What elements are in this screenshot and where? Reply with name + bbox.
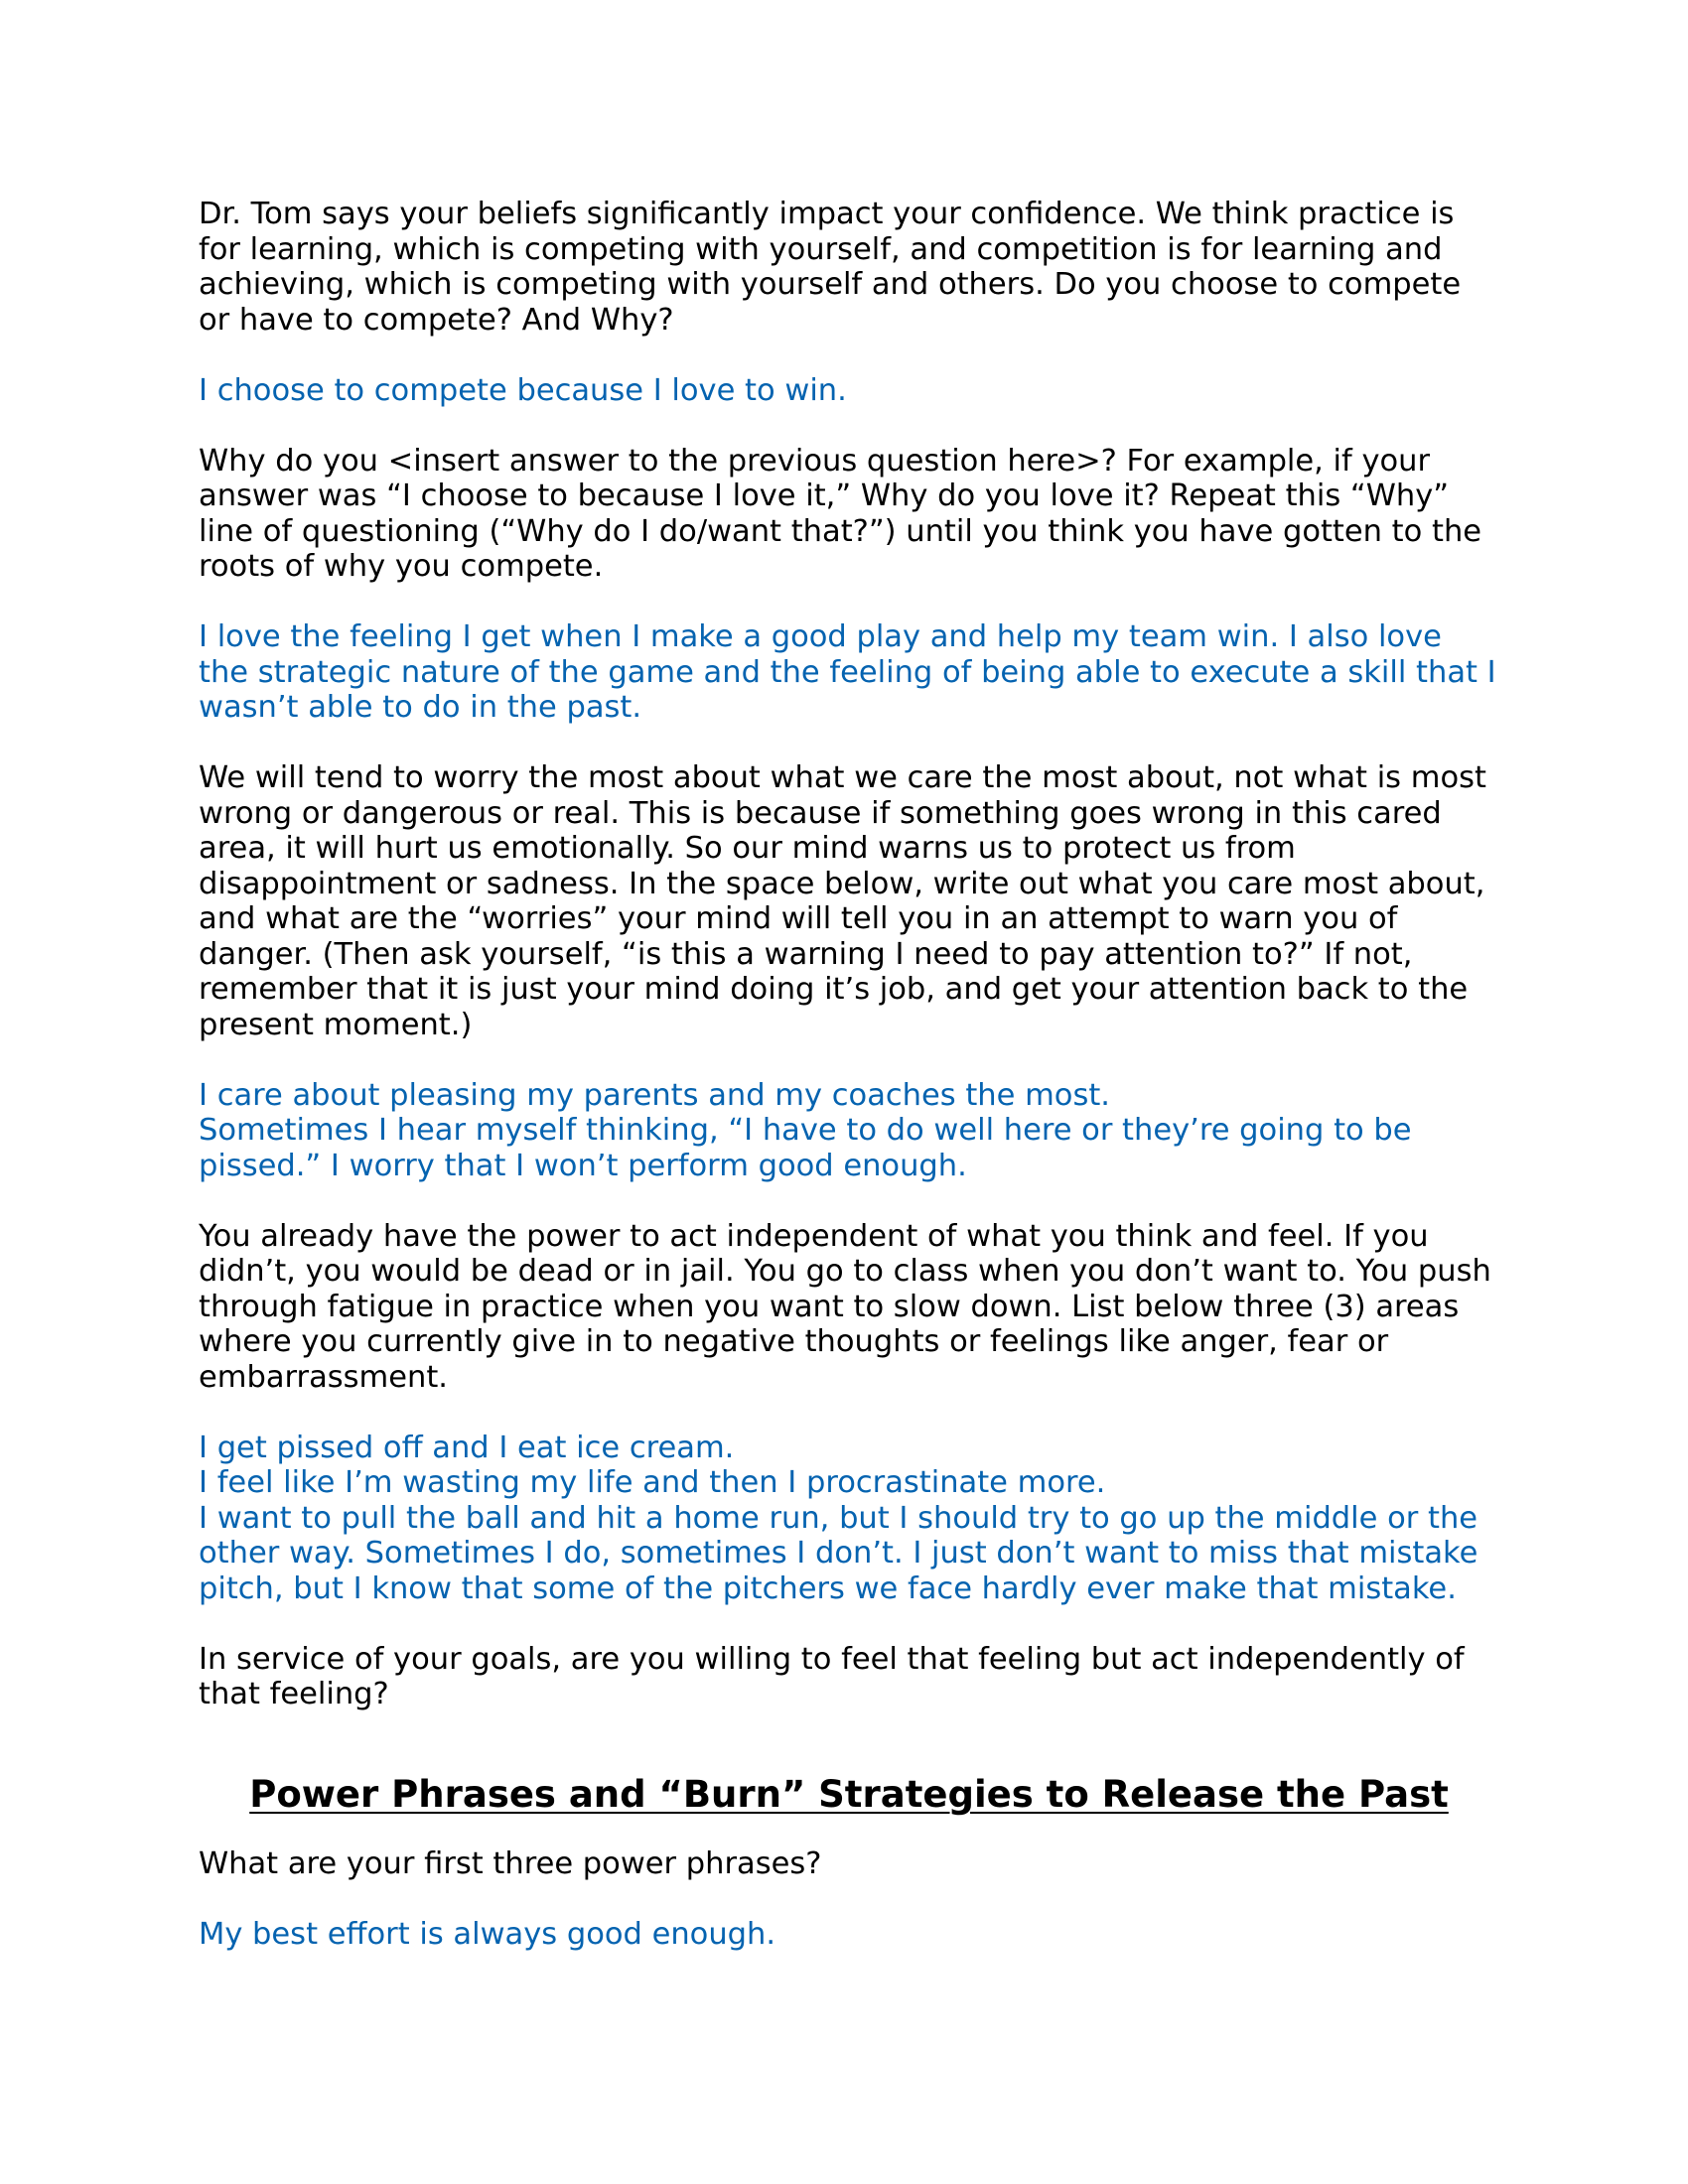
answer-worries (199, 1078, 1499, 1184)
question-power-phrases: What are your first three power phrases? (199, 1845, 822, 1881)
worksheet-page (199, 197, 1499, 1987)
answer-why-compete: I love the feeling I get when I make a good play and help my team win. I also love the strategic nature of the game and the feeling of being able to execute a skill that I wasn’t able to do in the past. (199, 619, 1496, 725)
answer-negative-area-1: I get pissed off and I eat ice cream. (199, 1430, 735, 1465)
section-heading: Power Phrases and “Burn” Strategies to Release the Past (249, 1772, 1449, 1816)
question-why-compete: Why do you <insert answer to the previous question here>? For example, if your answer was “I choose to because I love it,” Why do you love it? Repeat this “Why” line of questioning (“Why do I do/want that?”) until you think you have gotten to the roots of why you compete. (199, 443, 1482, 584)
question-compete-choice: Dr. Tom says your beliefs significantly impact your confidence. We think practice is for learning, which is competing with yourself, and competition is for learning and achieving, which is competing with yourself and others. Do you choose to compete or have to compete? And Why? (199, 197, 1462, 338)
answer-power-phrases: My best effort is always good enough. (199, 1916, 776, 1952)
answer-negative-areas (199, 1431, 1499, 1607)
answer-worries-line: Sometimes I hear myself thinking, “I have to do well here or they’re going to be pissed.” I worry that I won’t perform good enough. (199, 1113, 1412, 1183)
answer-negative-area-2: I feel like I’m wasting my life and then I procrastinate more. (199, 1465, 1106, 1500)
question-worries: We will tend to worry the most about what we care the most about, not what is most wrong or dangerous or real. This is because if something goes wrong in this cared area, it will hurt us emotionally. So our mind warns us to protect us from disappointment or sadness. In the space below, write out what you care most about, and what are the “worries” your mind will tell you in an attempt to warn you of danger. (Then ask yourself, “is this a warning I need to pay attention to?” If not, remember that it is just your mind doing it’s job, and get your attention back to the present moment.) (199, 760, 1486, 1042)
answer-worries-line: I care about pleasing my parents and my coaches the most. (199, 1077, 1110, 1113)
answer-negative-area-3: I want to pull the ball and hit a home run, but I should try to go up the middle or the other way. Sometimes I do, sometimes I don’t. I just don’t want to miss that mistake pitch, but I know that some of the pitchers we face hardly ever make that mistake. (199, 1500, 1478, 1606)
question-negative-areas: You already have the power to act independent of what you think and feel. If you didn’t, you would be dead or in jail. You go to class when you don’t want to. You push through fatigue in practice when you want to slow down. List below three (3) areas where you currently give in to negative thoughts or feelings like anger, fear or embarrassment. (199, 1218, 1491, 1395)
answer-compete-choice: I choose to compete because I love to win. (199, 372, 847, 408)
question-willing-to-feel: In service of your goals, are you willing to feel that feeling but act independently of that feeling? (199, 1641, 1465, 1711)
